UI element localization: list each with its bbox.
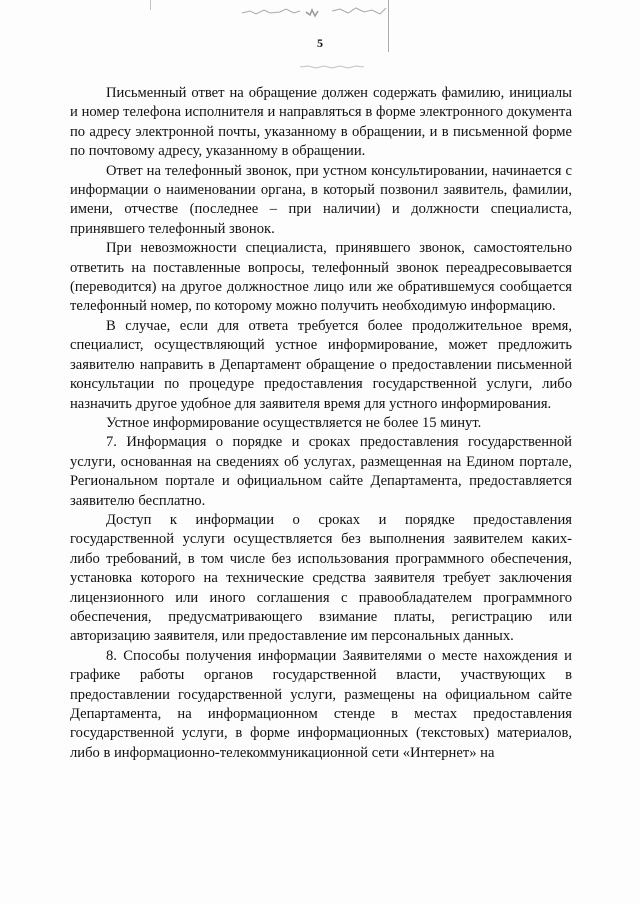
paragraph: В случае, если для ответа требуется более продолжительное время, специалист, осуществляющий устное информирование, может предложить заявителю направить в Департамент обращение о предоставлении письменной консультации по процедуре предоставления государственной услуги, либо назначить другое удобное для заявителя время для устного информирования. [70,317,572,412]
scan-noise-artifact [240,4,390,18]
document-body [70,84,572,763]
page-number: 5 [317,36,323,50]
paragraph: Письменный ответ на обращение должен содержать фамилию, инициалы и номер телефона исполнителя и направляться в форме электронного документа по адресу электронной почты, указанному в обращении, и в письменной форме по почтовому адресу, указанному в обращении. [70,85,572,160]
paragraph: Устное информирование осуществляется не более 15 минут. [106,414,482,431]
paragraph: 8. Способы получения информации Заявителями о месте нахождения и графике работы органов государственной власти, участвующих в предоставлении государственной услуги, размещены на официальном сайте Департамента, на информационном стенде в местах предоставления государственной услуги, в форме информационных (текстовых) материалов, либо в информационно-телекоммуникационной сети «Интернет» на [70,647,572,761]
scan-artifact-line [150,0,151,10]
paragraph: При невозможности специалиста, принявшего звонок, самостоятельно ответить на поставленные вопросы, телефонный звонок переадресовывается (переводится) на другое должностное лицо или же обратившемуся сообщается телефонный номер, по которому можно получить необходимую информацию. [70,240,572,315]
paragraph: Доступ к информации о сроках и порядке предоставления государственной услуги осуществляется без выполнения заявителем каких-либо требований, в том числе без использования программного обеспечения, установка которого на технические средства заявителя требует заключения лицензионного или иного соглашения с правообладателем программного обеспечения, предусматривающего взимание платы, регистрацию или авторизацию заявителя, или предоставление им персональных данных. [70,511,572,645]
scan-noise-artifact [298,64,368,70]
paragraph: 7. Информация о порядке и сроках предоставления государственной услуги, основанная на сведениях об услугах, размещенная на Едином портале, Региональном портале и официальном сайте Департамента, предоставляется заявителю бесплатно. [70,434,572,509]
paragraph: Ответ на телефонный звонок, при устном консультировании, начинается с информации о наименовании органа, в который позвонил заявитель, фамилии, имени, отчестве (последнее – при наличии) и должности специалиста, принявшего телефонный звонок. [70,162,572,237]
